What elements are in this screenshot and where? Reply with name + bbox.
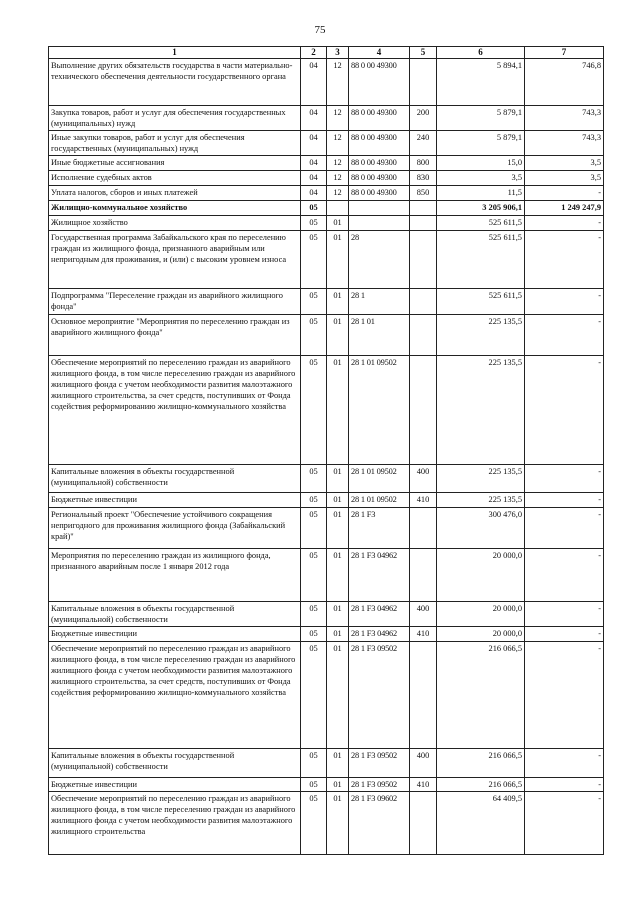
- cell-amount-1: 5 894,1: [437, 59, 525, 106]
- cell-amount-2: 743,3: [525, 131, 604, 156]
- cell-expense-type: 400: [410, 602, 437, 627]
- cell-expense-type: 240: [410, 131, 437, 156]
- cell-name: Бюджетные инвестиции: [49, 627, 301, 642]
- cell-amount-1: 216 066,5: [437, 749, 525, 778]
- cell-expense-type: 410: [410, 778, 437, 792]
- cell-subsection: 01: [327, 627, 349, 642]
- cell-amount-2: -: [525, 493, 604, 508]
- cell-amount-2: 1 249 247,9: [525, 201, 604, 216]
- header-amount-1: 6: [437, 47, 525, 59]
- cell-expense-type: [410, 201, 437, 216]
- table-row: [49, 106, 604, 131]
- cell-subsection: 01: [327, 356, 349, 465]
- cell-name: Выполнение других обязательств государства в части материально-технического обеспечения деятельности государственного органа: [49, 59, 301, 106]
- table-row: [49, 602, 604, 627]
- cell-expense-type: [410, 289, 437, 315]
- cell-amount-2: -: [525, 216, 604, 231]
- cell-target-article: 88 0 00 49300: [349, 156, 410, 171]
- cell-section: 05: [301, 792, 327, 855]
- cell-subsection: 01: [327, 493, 349, 508]
- table-row: [49, 778, 604, 792]
- cell-target-article: 28 1 F3: [349, 508, 410, 549]
- table-row: [49, 201, 604, 216]
- cell-target-article: [349, 201, 410, 216]
- cell-amount-2: -: [525, 642, 604, 749]
- table-row: [49, 289, 604, 315]
- cell-section: 05: [301, 493, 327, 508]
- cell-target-article: 88 0 00 49300: [349, 171, 410, 186]
- cell-section: 04: [301, 156, 327, 171]
- cell-amount-1: 20 000,0: [437, 627, 525, 642]
- cell-name: Иные бюджетные ассигнования: [49, 156, 301, 171]
- table-row: [49, 465, 604, 493]
- cell-subsection: 12: [327, 171, 349, 186]
- cell-section: 04: [301, 171, 327, 186]
- cell-amount-2: 743,3: [525, 106, 604, 131]
- cell-section: 05: [301, 549, 327, 602]
- cell-target-article: 28 1 01 09502: [349, 356, 410, 465]
- cell-section: 05: [301, 465, 327, 493]
- cell-name: Капитальные вложения в объекты государственной (муниципальной) собственности: [49, 602, 301, 627]
- table-row: [49, 171, 604, 186]
- cell-expense-type: [410, 356, 437, 465]
- cell-section: 05: [301, 201, 327, 216]
- cell-name: Уплата налогов, сборов и иных платежей: [49, 186, 301, 201]
- cell-subsection: 12: [327, 186, 349, 201]
- cell-amount-1: 5 879,1: [437, 131, 525, 156]
- cell-amount-1: 225 135,5: [437, 465, 525, 493]
- cell-amount-2: -: [525, 627, 604, 642]
- cell-amount-2: -: [525, 186, 604, 201]
- table-row: [49, 627, 604, 642]
- cell-target-article: 28 1 F3 04962: [349, 549, 410, 602]
- header-name: 1: [49, 47, 301, 59]
- cell-name: Обеспечение мероприятий по переселению граждан из аварийного жилищного фонда, в том числе переселению граждан из аварийного жилищного фонда с учетом необходимости развития малоэтажного жилищного строительства, за счет средств, поступивших от Фонда содействия реформированию жилищно-коммунального хозяйства: [49, 356, 301, 465]
- header-amount-2: 7: [525, 47, 604, 59]
- table-row: [49, 131, 604, 156]
- cell-amount-1: 3,5: [437, 171, 525, 186]
- cell-subsection: 01: [327, 642, 349, 749]
- cell-amount-1: 225 135,5: [437, 356, 525, 465]
- cell-amount-2: 3,5: [525, 171, 604, 186]
- cell-subsection: 12: [327, 131, 349, 156]
- cell-target-article: 28 1 F3 09502: [349, 749, 410, 778]
- cell-expense-type: [410, 792, 437, 855]
- cell-subsection: 01: [327, 749, 349, 778]
- cell-target-article: 28 1 01 09502: [349, 465, 410, 493]
- cell-subsection: 12: [327, 106, 349, 131]
- cell-name: Подпрограмма "Переселение граждан из аварийного жилищного фонда": [49, 289, 301, 315]
- cell-amount-2: 3,5: [525, 156, 604, 171]
- cell-amount-2: -: [525, 602, 604, 627]
- cell-amount-1: 20 000,0: [437, 549, 525, 602]
- cell-target-article: 28 1 F3 04962: [349, 627, 410, 642]
- table-row: [49, 315, 604, 356]
- cell-amount-1: 525 611,5: [437, 289, 525, 315]
- table-row: [49, 216, 604, 231]
- cell-name: Региональный проект "Обеспечение устойчивого сокращения непригодного для проживания жилищного фонда (Забайкальский край)": [49, 508, 301, 549]
- table-row: [49, 493, 604, 508]
- cell-name: Капитальные вложения в объекты государственной (муниципальной) собственности: [49, 465, 301, 493]
- cell-subsection: 01: [327, 231, 349, 289]
- cell-section: 04: [301, 106, 327, 131]
- cell-section: 05: [301, 627, 327, 642]
- cell-expense-type: 200: [410, 106, 437, 131]
- cell-section: 05: [301, 216, 327, 231]
- cell-section: 05: [301, 289, 327, 315]
- cell-amount-1: 3 205 906,1: [437, 201, 525, 216]
- cell-name: Жилищное хозяйство: [49, 216, 301, 231]
- cell-subsection: 01: [327, 778, 349, 792]
- cell-section: 05: [301, 642, 327, 749]
- cell-name: Капитальные вложения в объекты государственной (муниципальной) собственности: [49, 749, 301, 778]
- table-row: [49, 186, 604, 201]
- cell-name: Обеспечение мероприятий по переселению граждан из аварийного жилищного фонда, в том числе переселению граждан из аварийного жилищного фонда с учетом необходимости развития малоэтажного жилищного строительства, за счет средств, поступивших от Фонда содействия реформированию жилищно-коммунального хозяйства: [49, 642, 301, 749]
- cell-subsection: 01: [327, 602, 349, 627]
- cell-subsection: [327, 201, 349, 216]
- cell-target-article: 88 0 00 49300: [349, 131, 410, 156]
- table-row: [49, 59, 604, 106]
- cell-amount-1: 525 611,5: [437, 231, 525, 289]
- cell-section: 04: [301, 59, 327, 106]
- cell-target-article: 88 0 00 49300: [349, 186, 410, 201]
- cell-name: Бюджетные инвестиции: [49, 493, 301, 508]
- cell-expense-type: 410: [410, 493, 437, 508]
- cell-amount-2: -: [525, 356, 604, 465]
- cell-amount-1: 20 000,0: [437, 602, 525, 627]
- table-row: [49, 156, 604, 171]
- cell-amount-1: 64 409,5: [437, 792, 525, 855]
- cell-amount-1: 225 135,5: [437, 493, 525, 508]
- cell-target-article: [349, 216, 410, 231]
- cell-amount-2: -: [525, 315, 604, 356]
- cell-target-article: 28 1 01 09502: [349, 493, 410, 508]
- cell-target-article: 28 1 F3 09602: [349, 792, 410, 855]
- cell-section: 04: [301, 186, 327, 201]
- cell-expense-type: 400: [410, 749, 437, 778]
- cell-name: Бюджетные инвестиции: [49, 778, 301, 792]
- cell-name: Жилищно-коммунальное хозяйство: [49, 201, 301, 216]
- cell-name: Мероприятия по переселению граждан из жилищного фонда, признанного аварийным после 1 января 2012 года: [49, 549, 301, 602]
- cell-subsection: 01: [327, 216, 349, 231]
- cell-expense-type: [410, 216, 437, 231]
- cell-expense-type: 800: [410, 156, 437, 171]
- cell-section: 05: [301, 602, 327, 627]
- cell-name: Иные закупки товаров, работ и услуг для обеспечения государственных (муниципальных) нужд: [49, 131, 301, 156]
- header-row: [49, 47, 604, 59]
- cell-target-article: 28 1 F3 04962: [349, 602, 410, 627]
- cell-name: Закупка товаров, работ и услуг для обеспечения государственных (муниципальных) нужд: [49, 106, 301, 131]
- cell-expense-type: 410: [410, 627, 437, 642]
- header-subsection: 3: [327, 47, 349, 59]
- cell-section: 05: [301, 356, 327, 465]
- cell-target-article: 28 1 F3 09502: [349, 642, 410, 749]
- cell-expense-type: [410, 549, 437, 602]
- cell-section: 05: [301, 778, 327, 792]
- table-row: [49, 749, 604, 778]
- cell-amount-2: -: [525, 465, 604, 493]
- table-row: [49, 231, 604, 289]
- cell-expense-type: [410, 59, 437, 106]
- cell-amount-2: -: [525, 778, 604, 792]
- cell-amount-1: 216 066,5: [437, 778, 525, 792]
- cell-section: 05: [301, 508, 327, 549]
- cell-section: 05: [301, 749, 327, 778]
- cell-amount-2: 746,8: [525, 59, 604, 106]
- header-target-article: 4: [349, 47, 410, 59]
- cell-amount-2: -: [525, 792, 604, 855]
- cell-expense-type: 850: [410, 186, 437, 201]
- cell-amount-2: -: [525, 549, 604, 602]
- table-row: [49, 642, 604, 749]
- cell-section: 04: [301, 131, 327, 156]
- cell-name: Обеспечение мероприятий по переселению граждан из аварийного жилищного фонда, в том числе переселению граждан из аварийного жилищного фонда с учетом необходимости развития малоэтажного жилищного строительства: [49, 792, 301, 855]
- cell-subsection: 01: [327, 792, 349, 855]
- cell-subsection: 01: [327, 315, 349, 356]
- cell-target-article: 88 0 00 49300: [349, 106, 410, 131]
- cell-target-article: 28 1: [349, 289, 410, 315]
- cell-expense-type: 400: [410, 465, 437, 493]
- cell-amount-1: 15,0: [437, 156, 525, 171]
- cell-amount-1: 525 611,5: [437, 216, 525, 231]
- budget-table: [48, 46, 604, 855]
- table-row: [49, 549, 604, 602]
- cell-subsection: 01: [327, 508, 349, 549]
- header-section: 2: [301, 47, 327, 59]
- table-row: [49, 508, 604, 549]
- table-row: [49, 356, 604, 465]
- cell-amount-2: -: [525, 508, 604, 549]
- cell-expense-type: 830: [410, 171, 437, 186]
- cell-name: Основное мероприятие "Мероприятия по переселению граждан из аварийного жилищного фонда": [49, 315, 301, 356]
- cell-amount-1: 225 135,5: [437, 315, 525, 356]
- cell-subsection: 01: [327, 289, 349, 315]
- cell-amount-2: -: [525, 289, 604, 315]
- cell-section: 05: [301, 231, 327, 289]
- cell-section: 05: [301, 315, 327, 356]
- cell-target-article: 88 0 00 49300: [349, 59, 410, 106]
- cell-amount-2: -: [525, 231, 604, 289]
- cell-expense-type: [410, 642, 437, 749]
- cell-expense-type: [410, 315, 437, 356]
- cell-subsection: 01: [327, 549, 349, 602]
- cell-amount-1: 11,5: [437, 186, 525, 201]
- cell-name: Исполнение судебных актов: [49, 171, 301, 186]
- cell-amount-2: -: [525, 749, 604, 778]
- cell-target-article: 28 1 01: [349, 315, 410, 356]
- cell-subsection: 01: [327, 465, 349, 493]
- table-row: [49, 792, 604, 855]
- cell-target-article: 28 1 F3 09502: [349, 778, 410, 792]
- page-number: 75: [314, 24, 326, 36]
- cell-expense-type: [410, 508, 437, 549]
- header-expense-type: 5: [410, 47, 437, 59]
- cell-expense-type: [410, 231, 437, 289]
- cell-name: Государственная программа Забайкальского края по переселению граждан из жилищного фонда, признанного аварийным или непригодным для проживания, и (или) с высоким уровнем износа: [49, 231, 301, 289]
- cell-subsection: 12: [327, 156, 349, 171]
- table-body: [49, 59, 604, 855]
- cell-amount-1: 216 066,5: [437, 642, 525, 749]
- cell-target-article: 28: [349, 231, 410, 289]
- cell-subsection: 12: [327, 59, 349, 106]
- cell-amount-1: 300 476,0: [437, 508, 525, 549]
- cell-amount-1: 5 879,1: [437, 106, 525, 131]
